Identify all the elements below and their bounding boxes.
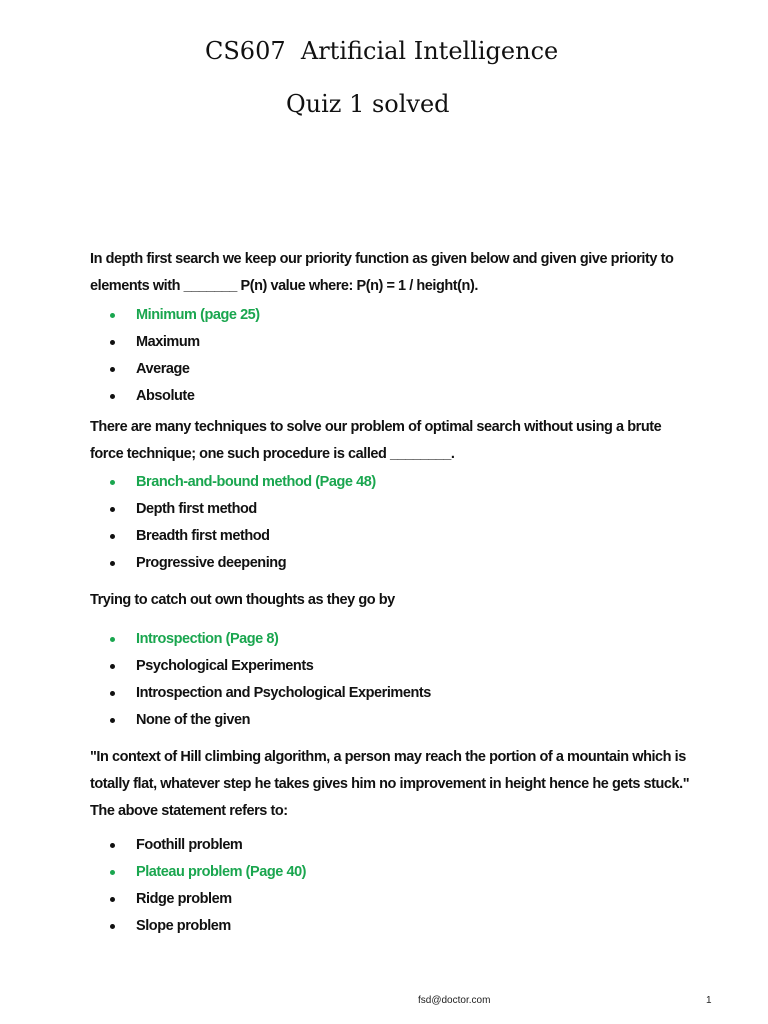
bullet-icon [110, 870, 115, 875]
question-1-option-3 [110, 356, 260, 383]
option-label: None of the given [136, 712, 250, 728]
question-2-text: There are many techniques to solve our problem of optimal search without using a brute force technique; one such procedure is called ________. [90, 419, 662, 462]
option-label: Slope problem [136, 918, 231, 934]
question-3-options [110, 626, 431, 734]
question-2-option-2 [110, 496, 376, 523]
question-2-option-1 [110, 469, 376, 496]
bullet-icon [110, 637, 115, 642]
option-label: Minimum (page 25) [136, 307, 260, 323]
question-1-options [110, 302, 260, 410]
option-label: Ridge problem [136, 891, 232, 907]
question-2-option-4 [110, 550, 376, 577]
bullet-icon [110, 367, 115, 372]
question-3-option-1 [110, 626, 431, 653]
document-title: CS607 Artificial Intelligence [205, 37, 559, 65]
question-4-option-2 [110, 859, 306, 886]
option-label: Depth first method [136, 501, 257, 517]
option-label: Psychological Experiments [136, 658, 314, 674]
option-label: Foothill problem [136, 837, 243, 853]
question-4-text: "In context of Hill climbing algorithm, a person may reach the portion of a mountain which is totally flat, whatever step he takes gives him no improvement in height hence he gets stuck." The above statement refers to: [90, 749, 690, 819]
option-label: Plateau problem (Page 40) [136, 864, 307, 880]
bullet-icon [110, 534, 115, 539]
bullet-icon [110, 897, 115, 902]
bullet-icon [110, 340, 115, 345]
question-1-option-2 [110, 329, 260, 356]
bullet-icon [110, 313, 115, 318]
bullet-icon [110, 561, 115, 566]
question-3-option-2 [110, 653, 431, 680]
bullet-icon [110, 843, 115, 848]
option-label: Introspection and Psychological Experiments [136, 685, 431, 701]
question-1-text: In depth first search we keep our priority function as given below and given give priority to elements with _______ P(n) value where: P(n) = 1 / height(n). [90, 251, 674, 294]
question-4-option-4 [110, 913, 306, 940]
bullet-icon [110, 664, 115, 669]
option-label: Absolute [136, 388, 195, 404]
option-label: Average [136, 361, 190, 377]
bullet-icon [110, 924, 115, 929]
page-number: 1 [706, 995, 712, 1006]
question-4-options [110, 832, 306, 940]
question-3-text: Trying to catch out own thoughts as they go by [90, 592, 395, 608]
option-label: Branch-and-bound method (Page 48) [136, 474, 376, 490]
option-label: Maximum [136, 334, 200, 350]
question-1-option-1 [110, 302, 260, 329]
option-label: Introspection (Page 8) [136, 631, 279, 647]
question-4-option-3 [110, 886, 306, 913]
question-3-option-4 [110, 707, 431, 734]
question-2-option-3 [110, 523, 376, 550]
option-label: Breadth first method [136, 528, 270, 544]
question-4-option-1 [110, 832, 306, 859]
bullet-icon [110, 691, 115, 696]
bullet-icon [110, 507, 115, 512]
footer-email: fsd@doctor.com [418, 995, 491, 1006]
bullet-icon [110, 394, 115, 399]
document-subtitle: Quiz 1 solved [286, 90, 450, 118]
option-label: Progressive deepening [136, 555, 287, 571]
question-1-option-4 [110, 383, 260, 410]
bullet-icon [110, 718, 115, 723]
bullet-icon [110, 480, 115, 485]
question-3-option-3 [110, 680, 431, 707]
question-2-options [110, 469, 376, 577]
